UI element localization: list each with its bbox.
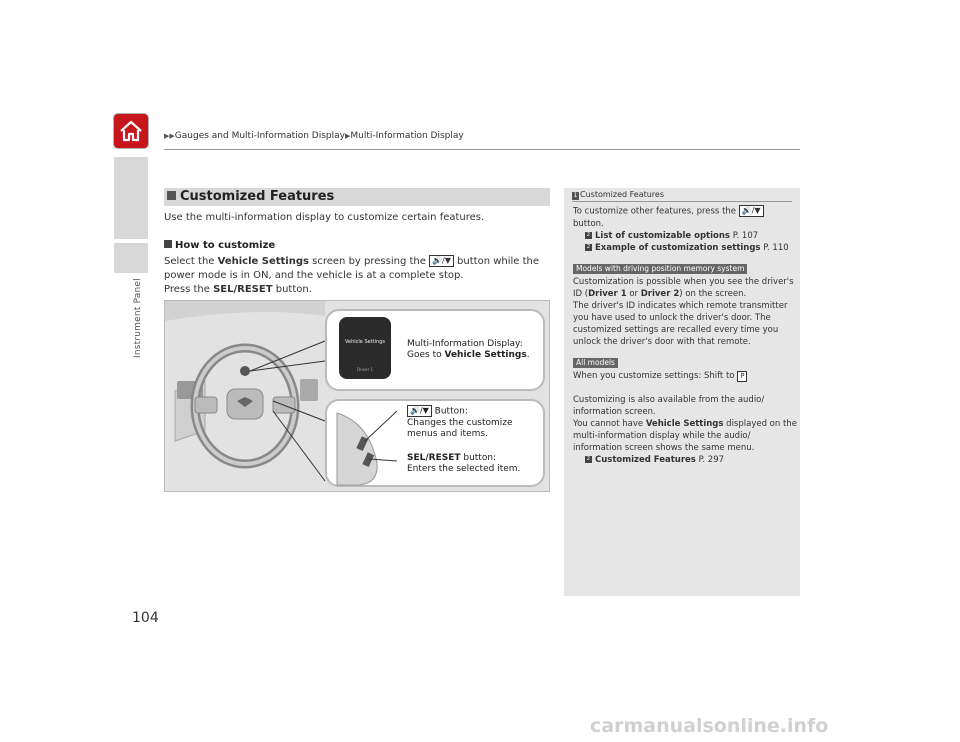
breadcrumb-level2[interactable]: Multi-Information Display [350,131,464,141]
caption-bold: Vehicle Settings [444,350,527,360]
note-text: or [626,288,641,299]
body-text: button while the power mode is in ON, and the vehicle is at a complete stop. [164,256,540,281]
body-text: Press the [164,284,214,295]
ref-page: P. 297 [695,454,725,465]
ref-link[interactable] [573,230,797,242]
note-text: information screen. [573,406,656,417]
model-tag: Models with driving position memory system [573,264,747,274]
header-divider [164,149,800,150]
caption-text: Changes the customize [407,417,513,428]
home-icon[interactable] [114,114,148,148]
note-text: Customization is possible when you see the driver's [573,276,794,287]
screen-title: Vehicle Settings [345,339,385,345]
note-number-icon: 1 [573,192,578,199]
section-title [164,188,550,206]
breadcrumb-level1[interactable]: Gauges and Multi-Information Display [174,131,345,141]
note-bold: Vehicle Settings [645,418,724,429]
subsection-title-text: How to customize [175,240,276,251]
model-tag: All models [573,358,618,368]
breadcrumb-arrow-icon: ▶ [344,132,351,140]
note-text: ID ( [573,288,589,299]
note-text: multi-information display while the audio/ [573,430,751,441]
note-text: you have used to unlock the driver's door. The [573,312,771,323]
caption-text: button: [460,453,497,463]
breadcrumb-arrow-icon: ▶▶ [164,132,175,140]
note-text: customized settings are recalled every time you [573,324,779,335]
body-text: Select the [164,256,218,267]
volume-down-button-icon: 🔊/▼ [739,205,764,217]
note-bold: Driver 2 [640,288,680,299]
note-text: To customize other features, press the [573,206,737,217]
body-bold-term: SEL/RESET [213,284,273,295]
reference-icon: 2 [586,455,591,462]
note-text: displayed on the [723,418,797,429]
park-key-icon: P [737,371,747,382]
ref-link[interactable] [573,242,797,254]
note-text: You cannot have [573,418,646,429]
ref-page: P. 110 [760,242,789,253]
caption-text: Enters the selected item. [407,464,521,474]
reference-icon: 2 [586,243,591,250]
note-text: unlock the driver's door with that remote. [573,336,751,347]
caption-text: Goes to [407,350,445,360]
subsection-square-icon [164,240,172,248]
ref-link[interactable] [573,454,797,466]
side-note-divider [572,201,792,202]
body-bold-term: Vehicle Settings [217,256,309,267]
screen-driver: Driver 1 [356,367,374,372]
caption-text: . [526,350,530,360]
intro-text: Use the multi-information display to customize certain features. [164,212,485,223]
howto-body [164,255,550,297]
section-square-icon [167,191,176,200]
steering-switch-drawing [329,403,399,487]
chapter-label: Instrument Panel [133,278,143,358]
subsection-title [164,240,275,251]
breadcrumb [164,131,464,141]
caption-text: Button: [431,406,468,417]
ref-label: Customized Features [595,454,696,465]
note-bold: Driver 1 [588,288,627,299]
volume-down-button-icon: 🔊/▼ [407,405,432,417]
note-text: button. [573,218,604,229]
volume-down-button-icon: 🔊/▼ [429,255,454,267]
note-text: The driver's ID indicates which remote transmitter [573,300,788,311]
mid-caption [407,339,530,361]
sel-reset-caption [407,453,520,475]
body-text: button. [272,284,312,295]
mid-callout [325,309,545,391]
body-text: screen by pressing the [308,256,430,267]
sidebar-tab [114,157,148,239]
caption-text: menus and items. [407,428,488,439]
ref-label: List of customizable options [595,230,730,241]
dashboard-illustration [164,300,550,492]
side-note-panel [564,188,800,596]
page-number: 104 [132,610,159,626]
note-text: ) on the screen. [679,288,747,299]
ref-page: P. 107 [730,230,759,241]
side-note-title [572,190,664,200]
note-text: information screen shows the same menu. [573,442,755,453]
side-note-title-text: Customized Features [580,190,665,199]
section-title-text: Customized Features [180,189,335,204]
note-text: When you customize settings: Shift to [573,370,735,381]
ref-label: Example of customization settings [595,242,761,253]
watermark: carmanualsonline.info [590,715,829,737]
side-note-body [573,205,797,466]
steering-controls-callout [325,399,545,487]
button-caption [407,405,513,440]
reference-icon: 2 [586,231,591,238]
sidebar-tab-active [114,243,148,273]
caption-bold: SEL/RESET [407,453,461,463]
mid-screen [339,317,391,379]
caption-text: Multi-Information Display: [407,339,523,349]
note-text: Customizing is also available from the audio/ [573,394,765,405]
